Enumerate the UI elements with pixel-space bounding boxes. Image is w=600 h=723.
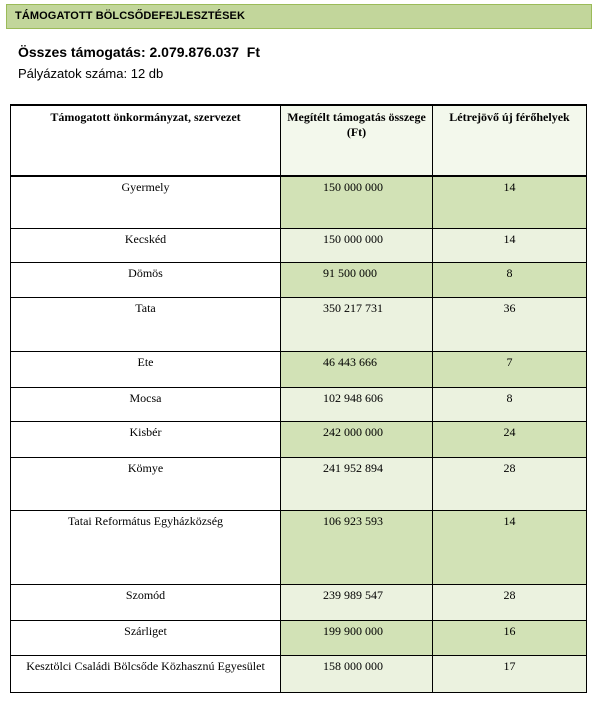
table-row [11,584,587,620]
organization-name: Dömös [11,262,281,297]
support-amount: 46 443 666 [281,351,433,387]
new-places: 14 [433,510,587,584]
table-row [11,655,587,692]
table-row [11,457,587,510]
support-amount: 91 500 000 [281,262,433,297]
organization-name: Kömye [11,457,281,510]
support-amount: 102 948 606 [281,387,433,421]
support-amount: 199 900 000 [281,620,433,655]
organization-name: Szárliget [11,620,281,655]
table-row [11,510,587,584]
support-amount: 150 000 000 [281,228,433,262]
new-places: 7 [433,351,587,387]
application-count: Pályázatok száma: 12 db [18,66,164,81]
section-header: TÁMOGATOTT BÖLCSŐDEFEJLESZTÉSEK [6,4,592,29]
table-row [11,262,587,297]
table-header-row [11,105,587,176]
total-support: Összes támogatás: 2.079.876.037 Ft [18,44,261,60]
new-places: 8 [433,262,587,297]
organization-name: Mocsa [11,387,281,421]
support-amount: 350 217 731 [281,297,433,351]
new-places: 24 [433,421,587,457]
organization-name: Ete [11,351,281,387]
organization-name: Kecskéd [11,228,281,262]
organization-name: Szomód [11,584,281,620]
table-row [11,620,587,655]
new-places: 16 [433,620,587,655]
organization-name: Kisbér [11,421,281,457]
column-header-organization: Támogatott önkormányzat, szervezet [11,105,281,176]
new-places: 28 [433,584,587,620]
support-amount: 239 989 547 [281,584,433,620]
table-row [11,176,587,228]
new-places: 8 [433,387,587,421]
support-amount: 150 000 000 [281,176,433,228]
support-amount: 241 952 894 [281,457,433,510]
new-places: 14 [433,228,587,262]
support-amount: 242 000 000 [281,421,433,457]
new-places: 14 [433,176,587,228]
table-row [11,351,587,387]
organization-name: Tata [11,297,281,351]
new-places: 17 [433,655,587,692]
table-row [11,421,587,457]
table-row [11,297,587,351]
grants-table [10,104,587,693]
new-places: 36 [433,297,587,351]
column-header-places: Létrejövő új férőhelyek [433,105,587,176]
organization-name: Kesztölci Családi Bölcsőde Közhasznú Egyesület [11,655,281,692]
table-row [11,387,587,421]
column-header-amount: Megítélt támogatás összege (Ft) [281,105,433,176]
support-amount: 158 000 000 [281,655,433,692]
organization-name: Tatai Református Egyházközség [11,510,281,584]
support-amount: 106 923 593 [281,510,433,584]
table-row [11,228,587,262]
new-places: 28 [433,457,587,510]
organization-name: Gyermely [11,176,281,228]
